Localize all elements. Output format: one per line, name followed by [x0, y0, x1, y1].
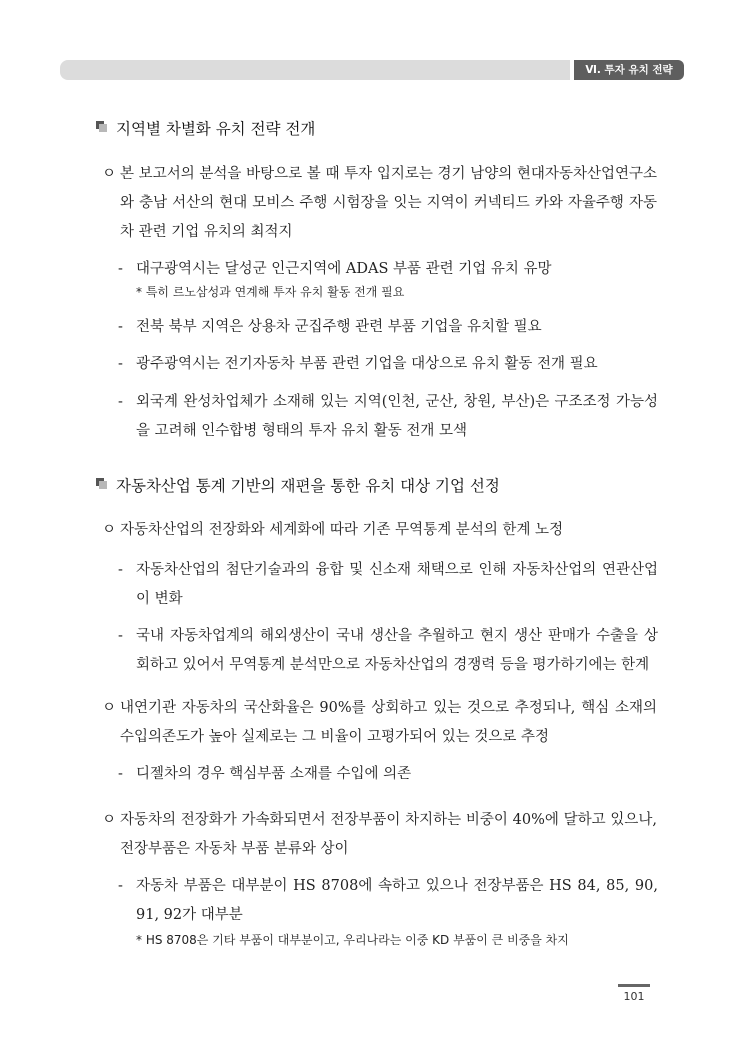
section-heading-1	[98, 117, 315, 139]
header-bar	[60, 60, 570, 80]
paragraph-text: 자동차의 전장화가 가속화되면서 전장부품이 차지하는 비중이 40%에 달하고 있으나, 전장부품은 자동차 부품 분류와 상이	[120, 812, 657, 857]
list-item-text: 외국계 완성차업체가 소재해 있는 지역(인천, 군산, 창원, 부산)은 구조조정 가능성을 고려해 인수합병 형태의 투자 유치 활동 전개 모색	[136, 394, 658, 439]
list-item-text: 자동차 부품은 대부분이 HS 8708에 속하고 있으나 전장부품은 HS 84, 85, 90, 91, 92가 대부분	[136, 878, 658, 923]
square-bullet-icon	[96, 121, 107, 132]
list-item	[118, 388, 658, 446]
dash-bullet: -	[118, 319, 123, 335]
paragraph-text: 자동차산업의 전장화와 세계화에 따라 기존 무역통계 분석의 한계 노정	[120, 522, 564, 538]
dash-bullet: -	[118, 356, 123, 372]
list-item	[118, 313, 658, 342]
page-number: 101	[623, 990, 645, 1003]
dash-bullet: -	[118, 394, 123, 410]
list-item	[118, 350, 658, 379]
footnote: * HS 8708은 기타 부품이 대부분이고, 우리나라는 이중 KD 부품이 큰 비중을 차지	[136, 933, 569, 947]
list-item	[118, 872, 658, 930]
paragraph-text: 내연기관 자동차의 국산화율은 90%를 상회하고 있는 것으로 추정되나, 핵심 소재의 수입의존도가 높아 실제로는 그 비율이 고평가되어 있는 것으로 추정	[120, 700, 657, 745]
section-title: 자동차산업 통계 기반의 재편을 통한 유치 대상 기업 선정	[116, 477, 500, 495]
list-item-text: 광주광역시는 전기자동차 부품 관련 기업을 대상으로 유치 활동 전개 필요	[136, 356, 598, 372]
list-item-text: 국내 자동차업계의 해외생산이 국내 생산을 추월하고 현지 생산 판매가 수출을 상회하고 있어서 무역통계 분석만으로 자동차산업의 경쟁력 등을 평가하기에는 한계	[136, 628, 658, 673]
chapter-label: Ⅵ. 투자 유치 전략	[574, 60, 684, 80]
list-item-text: 자동차산업의 첨단기술과의 융합 및 신소재 채택으로 인해 자동차산업의 연관산업이 변화	[136, 562, 658, 607]
square-bullet-icon	[96, 478, 107, 489]
section-heading-2	[98, 474, 500, 496]
paragraph	[102, 160, 657, 247]
circle-bullet: ㅇ	[102, 812, 117, 828]
circle-bullet: ㅇ	[102, 522, 117, 538]
list-item-text: 대구광역시는 달성군 인근지역에 ADAS 부품 관련 기업 유치 유망	[136, 261, 552, 277]
paragraph	[102, 806, 657, 864]
footnote: * 특히 르노삼성과 연계해 투자 유치 활동 전개 필요	[136, 285, 405, 299]
circle-bullet: ㅇ	[102, 166, 117, 182]
paragraph	[102, 516, 657, 545]
paragraph	[102, 694, 657, 752]
section-title: 지역별 차별화 유치 전략 전개	[116, 120, 316, 138]
dash-bullet: -	[118, 562, 123, 578]
list-item	[118, 622, 658, 680]
dash-bullet: -	[118, 766, 123, 782]
page-number-rule	[618, 984, 650, 987]
dash-bullet: -	[118, 878, 123, 894]
dash-bullet: -	[118, 628, 123, 644]
list-item-text: 디젤차의 경우 핵심부품 소재를 수입에 의존	[136, 766, 412, 782]
dash-bullet: -	[118, 261, 123, 277]
circle-bullet: ㅇ	[102, 700, 117, 716]
list-item	[118, 760, 658, 789]
list-item	[118, 255, 658, 284]
paragraph-text: 본 보고서의 분석을 바탕으로 볼 때 투자 입지로는 경기 남양의 현대자동차산업연구소와 충남 서산의 현대 모비스 주행 시험장을 잇는 지역이 커넥티드 카와 자율주행 자동차 관련 기업 유치의 최적지	[120, 166, 657, 240]
list-item	[118, 556, 658, 614]
list-item-text: 전북 북부 지역은 상용차 군집주행 관련 부품 기업을 유치할 필요	[136, 319, 542, 335]
